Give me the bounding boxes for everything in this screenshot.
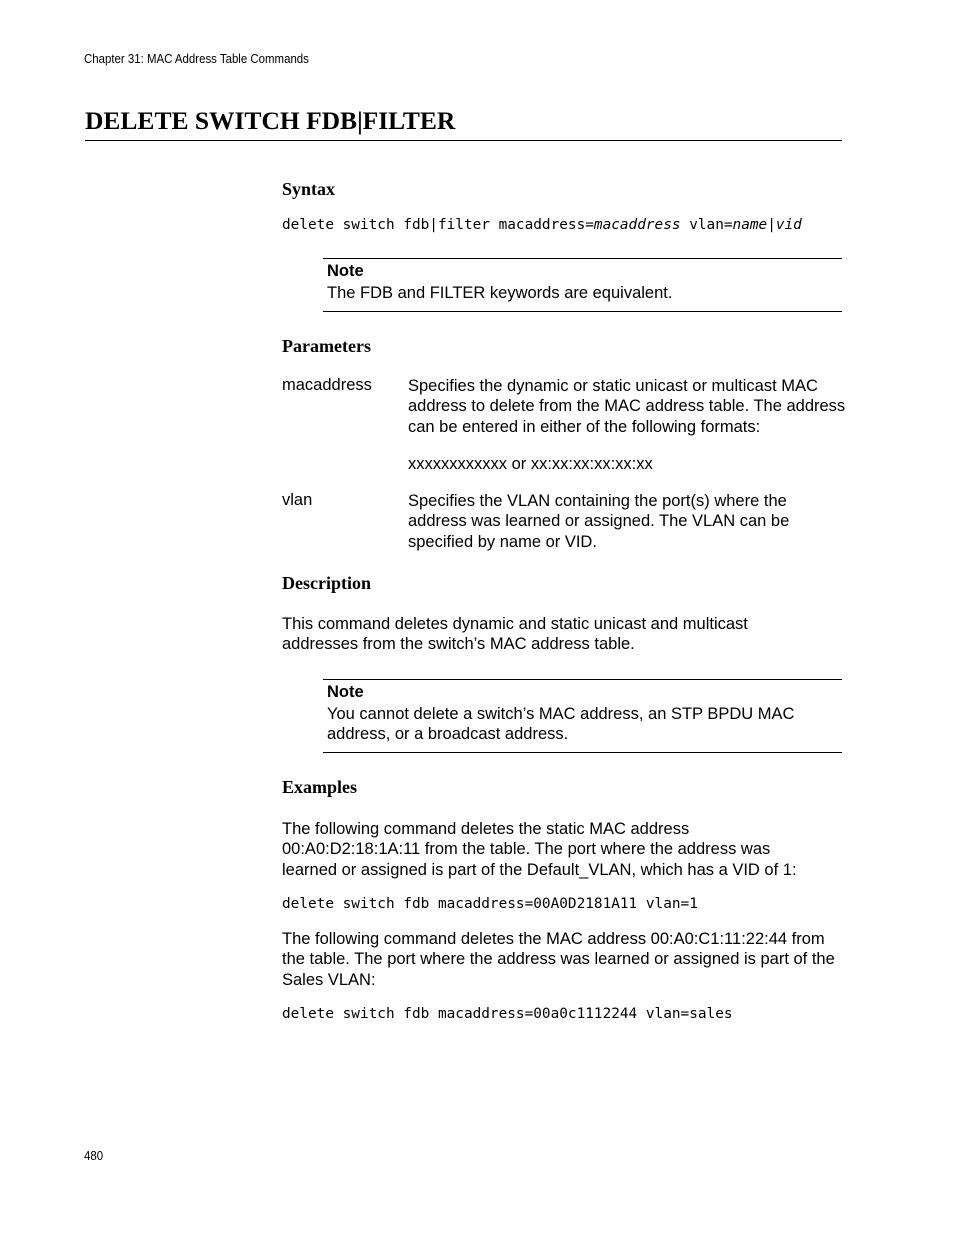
note1-title: Note xyxy=(327,262,364,280)
syntax-cmd-vlan: vlan= xyxy=(680,217,733,233)
syntax-cmd-vid: vid xyxy=(775,217,802,233)
param-vlan-desc: Specifies the VLAN containing the port(s) where the address was learned or assigned. The VLAN can be specified by name or VID. xyxy=(408,492,790,551)
page-title: DELETE SWITCH FDB|FILTER xyxy=(85,106,456,135)
description-text: This command deletes dynamic and static unicast and multicast addresses from the switch’s MAC address table. xyxy=(282,615,748,654)
parameters-heading: Parameters xyxy=(282,336,371,356)
note1-text: The FDB and FILTER keywords are equivalent. xyxy=(327,284,673,302)
syntax-cmd-prefix: delete switch fdb|filter macaddress= xyxy=(282,217,594,233)
examples-heading: Examples xyxy=(282,777,358,797)
param-vlan-name: vlan xyxy=(282,491,313,509)
note1-bottom-rule xyxy=(323,311,842,312)
note2-text: You cannot delete a switch’s MAC address, an STP BPDU MAC address, or a broadcast address. xyxy=(327,705,795,744)
page-number: 480 xyxy=(84,1148,104,1163)
chapter-header: Chapter 31: MAC Address Table Commands xyxy=(84,51,309,66)
param-macaddress-name: macaddress xyxy=(282,376,372,394)
param-macaddress-desc: Specifies the dynamic or static unicast or multicast MAC address to delete from the MAC address table. The address can be entered in either of the following formats: xyxy=(408,377,846,436)
syntax-heading: Syntax xyxy=(282,179,336,199)
note2-title: Note xyxy=(327,683,364,701)
syntax-command xyxy=(282,217,802,233)
syntax-cmd-pipe: | xyxy=(767,217,776,233)
syntax-cmd-name: name xyxy=(732,217,768,233)
title-rule xyxy=(85,140,842,141)
note1-top-rule xyxy=(323,258,842,259)
example1-text: The following command deletes the static MAC address 00:A0:D2:18:1A:11 from the table. The port where the address was learned or assigned is part of the Default_VLAN, which has a VID of 1: xyxy=(282,820,797,879)
example2-command: delete switch fdb macaddress=00a0c1112244 vlan=sales xyxy=(282,1006,733,1022)
description-heading: Description xyxy=(282,573,371,593)
syntax-cmd-macaddress: macaddress xyxy=(593,217,681,233)
note2-bottom-rule xyxy=(323,752,842,753)
example1-command: delete switch fdb macaddress=00A0D2181A11 vlan=1 xyxy=(282,896,698,912)
param-macaddress-format: xxxxxxxxxxxx or xx:xx:xx:xx:xx:xx xyxy=(408,455,653,473)
note2-top-rule xyxy=(323,679,842,680)
example2-text: The following command deletes the MAC address 00:A0:C1:11:22:44 from the table. The port where the address was learned or assigned is part of the Sales VLAN: xyxy=(282,930,835,989)
